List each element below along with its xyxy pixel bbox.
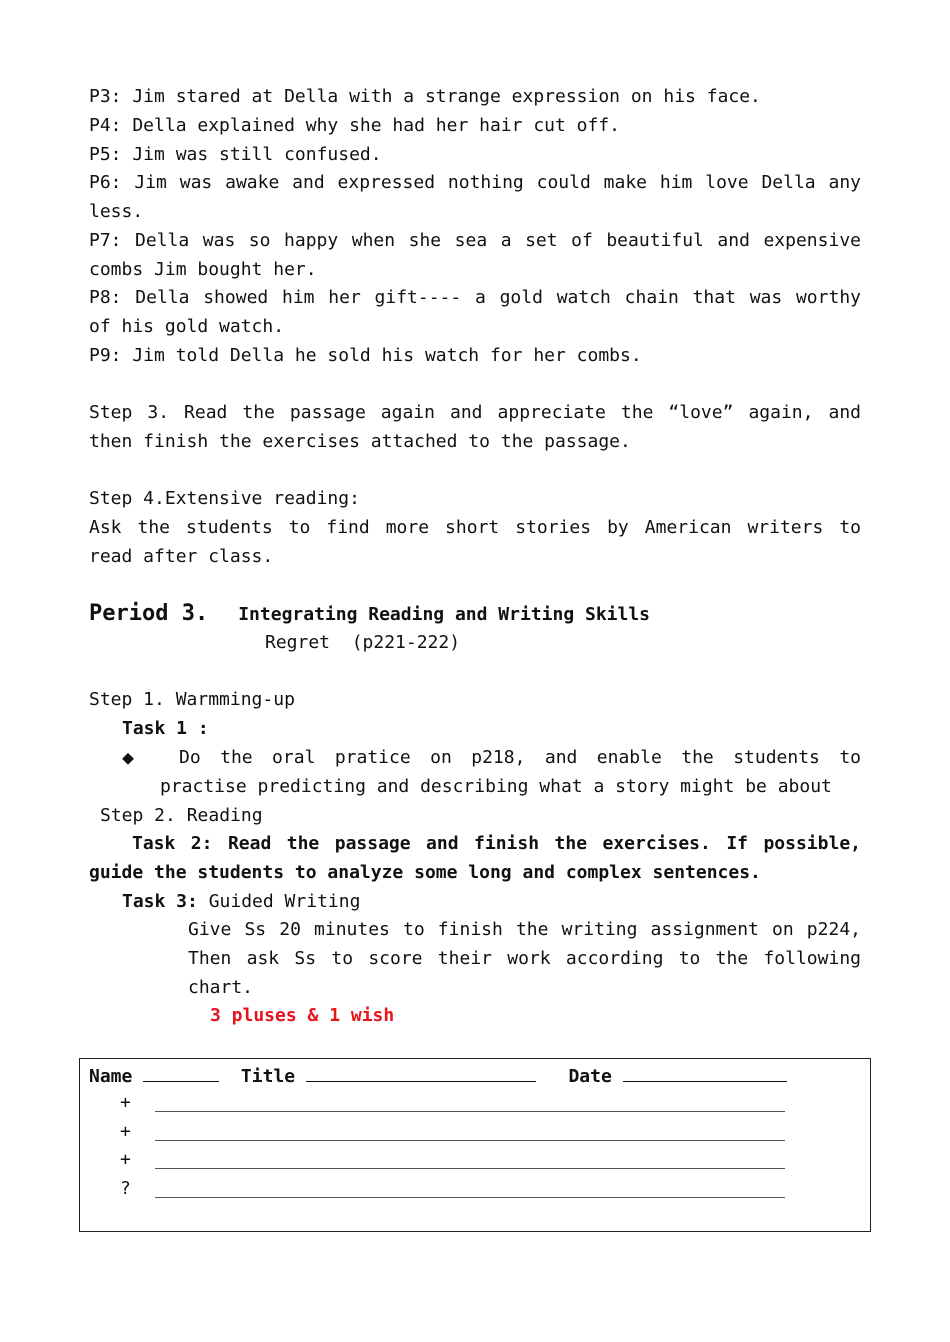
bullet-diamond-icon: ◆ xyxy=(122,745,135,769)
paragraph-line: P8: Della showed him her gift---- a gold watch chain that was worthy xyxy=(89,287,861,308)
write-line[interactable] xyxy=(155,1111,785,1112)
name-label: Name xyxy=(89,1066,133,1087)
task3-line: Give Ss 20 minutes to finish the writing assignment on p224, xyxy=(188,919,861,940)
task3-heading xyxy=(122,890,360,914)
write-line[interactable] xyxy=(155,1168,785,1169)
task2-line: Task 2: Read the passage and finish the exercises. If possible, xyxy=(132,833,861,854)
write-line[interactable] xyxy=(155,1140,785,1141)
paragraph-line: combs Jim bought her. xyxy=(89,259,317,280)
step4-title: Step 4.Extensive reading: xyxy=(89,488,360,509)
name-field[interactable] xyxy=(143,1063,219,1082)
plus-symbol: + xyxy=(120,1092,131,1113)
plus-symbol: + xyxy=(120,1121,131,1142)
period-label: Period 3. xyxy=(89,601,209,626)
wish-symbol: ? xyxy=(120,1178,131,1199)
period-title: Integrating Reading and Writing Skills xyxy=(238,604,651,625)
step3-line: then finish the exercises attached to the passage. xyxy=(89,431,631,452)
step1-title: Step 1. Warmming-up xyxy=(89,689,295,710)
step4-line: Ask the students to find more short stories by American writers to xyxy=(89,517,861,538)
period-heading xyxy=(89,601,650,628)
title-label: Title xyxy=(240,1066,296,1087)
task3-line: Then ask Ss to score their work according to the following xyxy=(188,948,861,969)
paragraph-line: P7: Della was so happy when she sea a set of beautiful and expensive xyxy=(89,230,861,251)
step4-line: read after class. xyxy=(89,546,274,567)
paragraph-line: P9: Jim told Della he sold his watch for her combs. xyxy=(89,345,642,366)
date-field[interactable] xyxy=(623,1063,787,1082)
date-label: Date xyxy=(568,1066,612,1087)
wish-row xyxy=(120,1178,790,1202)
task3-title: Guided Writing xyxy=(208,891,361,912)
period-subtitle: Regret (p221-222) xyxy=(265,632,461,653)
task1-label: Task 1 : xyxy=(122,718,209,739)
paragraph-line: P4: Della explained why she had her hair cut off. xyxy=(89,115,621,136)
plus-symbol: + xyxy=(120,1149,131,1170)
step2-title: Step 2. Reading xyxy=(100,805,263,826)
paragraph-line: P6: Jim was awake and expressed nothing could make him love Della any xyxy=(89,172,861,193)
plus-row xyxy=(120,1092,790,1116)
task1-line: Do the oral pratice on p218, and enable the students to xyxy=(179,747,861,768)
task2-line: guide the students to analyze some long and complex sentences. xyxy=(89,862,761,883)
highlight-text: 3 pluses & 1 wish xyxy=(210,1005,395,1026)
paragraph-line: less. xyxy=(89,201,144,222)
paragraph-line: P3: Jim stared at Della with a strange expression on his face. xyxy=(89,86,761,107)
title-field[interactable] xyxy=(306,1063,536,1082)
plus-row xyxy=(120,1149,790,1173)
task1-line: practise predicting and describing what a story might be about xyxy=(160,776,832,797)
task3-line: chart. xyxy=(188,977,254,998)
task3-label: Task 3: xyxy=(122,891,198,912)
form-header xyxy=(89,1063,787,1089)
step3-line: Step 3. Read the passage again and appreciate the “love” again, and xyxy=(89,402,861,423)
paragraph-line: P5: Jim was still confused. xyxy=(89,144,382,165)
paragraph-line: of his gold watch. xyxy=(89,316,285,337)
plus-row xyxy=(120,1121,790,1145)
write-line[interactable] xyxy=(155,1197,785,1198)
